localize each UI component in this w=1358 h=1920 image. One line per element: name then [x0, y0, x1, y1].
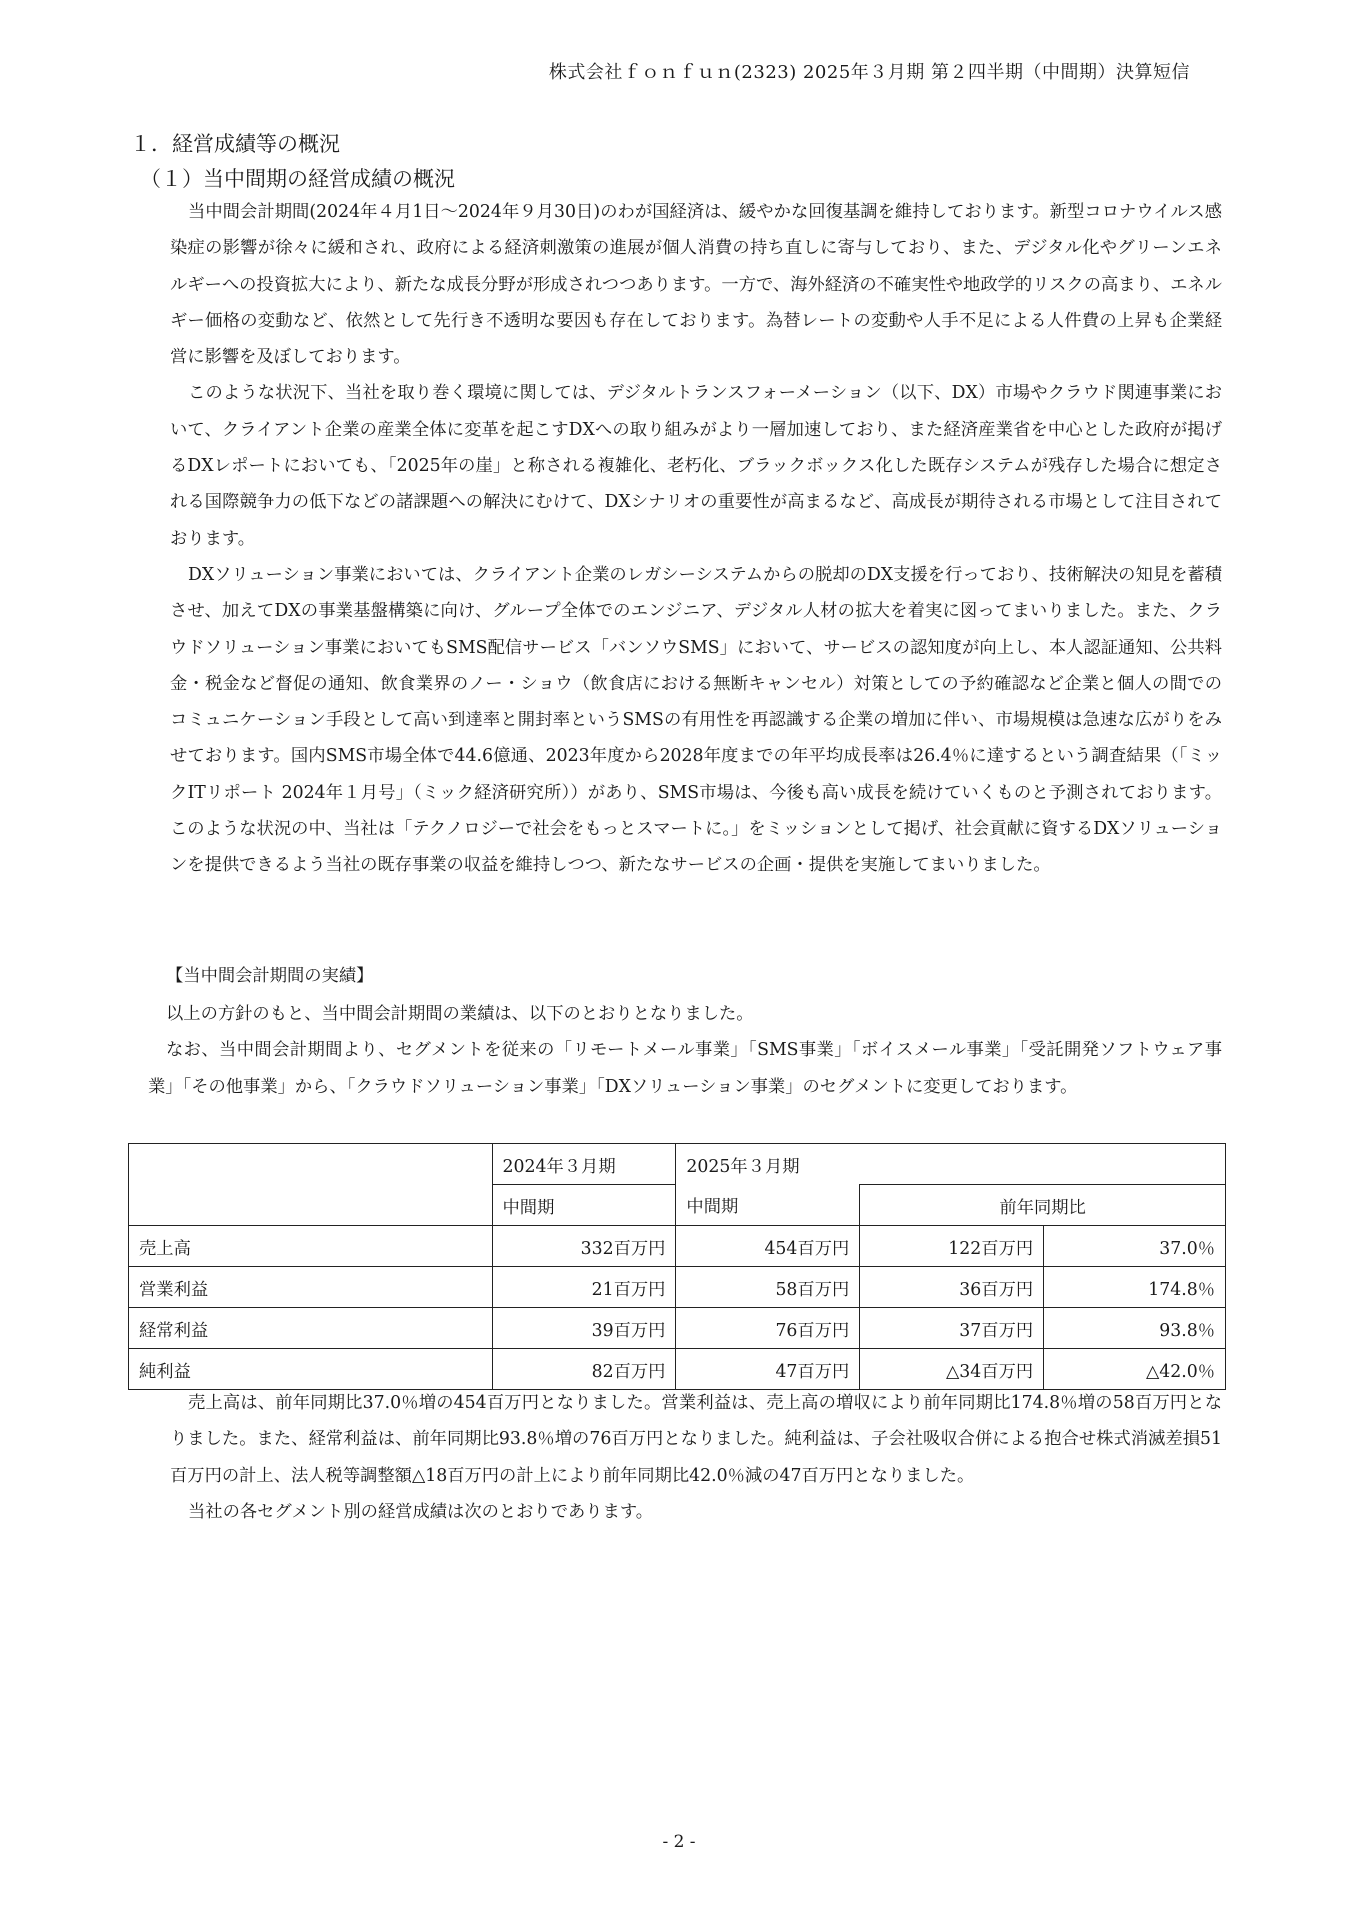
value-pct: 174.8％ [1044, 1267, 1226, 1308]
row-label: 経常利益 [129, 1308, 493, 1349]
document-header: 株式会社ｆｏｎｆｕｎ(2323) 2025年３月期 第２四半期（中間期）決算短信 [548, 62, 1190, 83]
section-subheading: （１）当中間期の経営成績の概況 [140, 167, 455, 191]
results-paragraph: なお、当中間会計期間より、セグメントを従来の「リモートメール事業」「SMS事業」「ボイスメール事業」「受託開発ソフトウェア事業」「その他事業」から、「クラウドソリューション事業」「DXソリューション事業」のセグメントに変更しております。 [148, 1040, 1222, 1097]
value-diff: △34百万円 [860, 1349, 1044, 1390]
row-label: 純利益 [129, 1349, 493, 1390]
value-pct: 93.8％ [1044, 1308, 1226, 1349]
value-2024: 332百万円 [492, 1226, 676, 1267]
value-diff: 122百万円 [860, 1226, 1044, 1267]
overview-paragraph: このような状況下、当社を取り巻く環境に関しては、デジタルトランスフォーメーション（以下、DX）市場やクラウド関連事業において、クライアント企業の産業全体に変革を起こすDXへの取り組みがより一層加速しており、また経済産業省を中心とした政府が掲げるDXレポートにおいても、「2025年の崖」と称される複雑化、老朽化、ブラックボックス化した既存システムが残存した場合に想定される国際競争力の低下などの諸課題への解決にむけて、DXシナリオの重要性が高まるなど、高成長が期待される市場として注目されております。 [170, 383, 1222, 549]
row-label: 売上高 [129, 1226, 493, 1267]
overview-text [170, 194, 1222, 884]
section-heading: １．経営成績等の概況 [130, 132, 340, 156]
results-label: 【当中間会計期間の実績】 [166, 966, 374, 986]
header-2025: 2025年３月期 [676, 1144, 1226, 1185]
value-2025: 76百万円 [676, 1308, 860, 1349]
table-row [129, 1308, 1226, 1349]
table-row [129, 1226, 1226, 1267]
subheader-yoy: 前年同期比 [860, 1185, 1226, 1226]
table-row [129, 1267, 1226, 1308]
value-2025: 58百万円 [676, 1267, 860, 1308]
value-2024: 21百万円 [492, 1267, 676, 1308]
subheader-2024: 中間期 [492, 1185, 676, 1226]
summary-text [170, 1385, 1222, 1530]
value-diff: 36百万円 [860, 1267, 1044, 1308]
value-2024: 82百万円 [492, 1349, 676, 1390]
value-2025: 454百万円 [676, 1226, 860, 1267]
value-diff: 37百万円 [860, 1308, 1044, 1349]
subheader-2025: 中間期 [676, 1185, 860, 1226]
table-corner-cell [129, 1144, 493, 1226]
overview-paragraph: DXソリューション事業においては、クライアント企業のレガシーシステムからの脱却のDX支援を行っており、技術解決の知見を蓄積させ、加えてDXの事業基盤構築に向け、グループ全体でのエンジニア、デジタル人材の拡大を着実に図ってまいりました。また、クラウドソリューション事業においてもSMS配信サービス「バンソウSMS」において、サービスの認知度が向上し、本人認証通知、公共料金・税金など督促の通知、飲食業界のノー・ショウ（飲食店における無断キャンセル）対策としての予約確認など企業と個人の間でのコミュニケーション手段として高い到達率と開封率というSMSの有用性を再認識する企業の増加に伴い、市場規模は急速な広がりをみせております。国内SMS市場全体で44.6億通、2023年度から2028年度までの年平均成長率は26.4％に達するという調査結果（「ミックITリポート 2024年１月号」（ミック経済研究所））があり、SMS市場は、今後も高い成長を続けていくものと予測されております。このような状況の中、当社は「テクノロジーで社会をもっとスマートに。」をミッションとして掲げ、社会貢献に資するDXソリューションを提供できるよう当社の既存事業の収益を維持しつつ、新たなサービスの企画・提供を実施してまいりました。 [170, 564, 1222, 876]
results-table [128, 1143, 1226, 1390]
header-2024: 2024年３月期 [492, 1144, 676, 1185]
row-label: 営業利益 [129, 1267, 493, 1308]
overview-paragraph: 当中間会計期間(2024年４月1日～2024年９月30日)のわが国経済は、緩やかな回復基調を維持しております。新型コロナウイルス感染症の影響が徐々に緩和され、政府による経済刺激策の進展が個人消費の持ち直しに寄与しており、また、デジタル化やグリーンエネルギーへの投資拡大により、新たな成長分野が形成されつつあります。一方で、海外経済の不確実性や地政学的リスクの高まり、エネルギー価格の変動など、依然として先行き不透明な要因も存在しております。為替レートの変動や人手不足による人件費の上昇も企業経営に影響を及ぼしております。 [170, 202, 1222, 368]
value-pct: △42.0％ [1044, 1349, 1226, 1390]
table-row [129, 1349, 1226, 1390]
value-2024: 39百万円 [492, 1308, 676, 1349]
value-2025: 47百万円 [676, 1349, 860, 1390]
results-text [148, 996, 1222, 1105]
table-header-row [129, 1144, 1226, 1185]
page-number: - 2 - [662, 1832, 696, 1852]
results-paragraph: 以上の方針のもと、当中間会計期間の業績は、以下のとおりとなりました。 [166, 1004, 754, 1024]
summary-paragraph: 売上高は、前年同期比37.0％増の454百万円となりました。営業利益は、売上高の増収により前年同期比174.8％増の58百万円となりました。また、経常利益は、前年同期比93.8％増の76百万円となりました。純利益は、子会社吸収合併による抱合せ株式消滅差損51百万円の計上、法人税等調整額△18百万円の計上により前年同期比42.0％減の47百万円となりました。 [170, 1393, 1222, 1486]
summary-paragraph: 当社の各セグメント別の経営成績は次のとおりであります。 [188, 1501, 654, 1522]
value-pct: 37.0％ [1044, 1226, 1226, 1267]
